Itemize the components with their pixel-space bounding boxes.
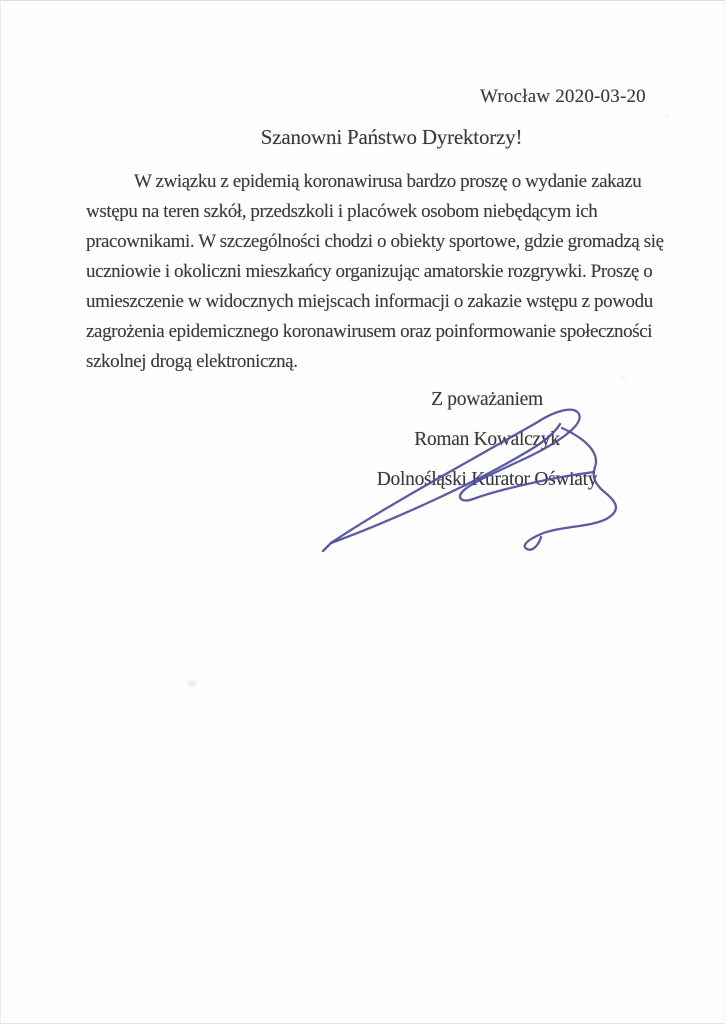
body-line: zagrożenia epidemicznego koronawirusem oraz poinformowanie społeczności — [86, 321, 653, 342]
scan-artifact — [618, 375, 628, 382]
salutation: Szanowni Państwo Dyrektorzy! — [260, 125, 523, 149]
body-line: umieszczenie w widocznych miejscach informacji o zakazie wstępu z powodu — [86, 291, 653, 312]
valediction: Z poważaniem — [431, 389, 543, 410]
body-line: W związku z epidemią koronawirusa bardzo proszę o wydanie zakazu — [134, 171, 642, 192]
body-line: wstępu na teren szkół, przedszkoli i placówek osobom niebędącym ich — [86, 201, 598, 222]
letter-body — [86, 167, 666, 377]
body-line: uczniowie i okoliczni mieszkańcy organizując amatorskie rozgrywki. Proszę o — [86, 261, 653, 282]
body-line: szkolnej drogą elektroniczną. — [86, 351, 298, 372]
signer-name: Roman Kowalczyk — [414, 429, 560, 450]
closing-block — [331, 380, 643, 500]
date-line: Wrocław 2020-03-20 — [480, 86, 646, 107]
signer-title: Dolnośląski Kurator Oświaty — [376, 469, 598, 490]
scan-artifact — [661, 112, 672, 120]
scan-artifact — [185, 678, 199, 689]
body-line: pracownikami. W szczególności chodzi o obiekty sportowe, gdzie gromadzą się — [86, 231, 664, 252]
